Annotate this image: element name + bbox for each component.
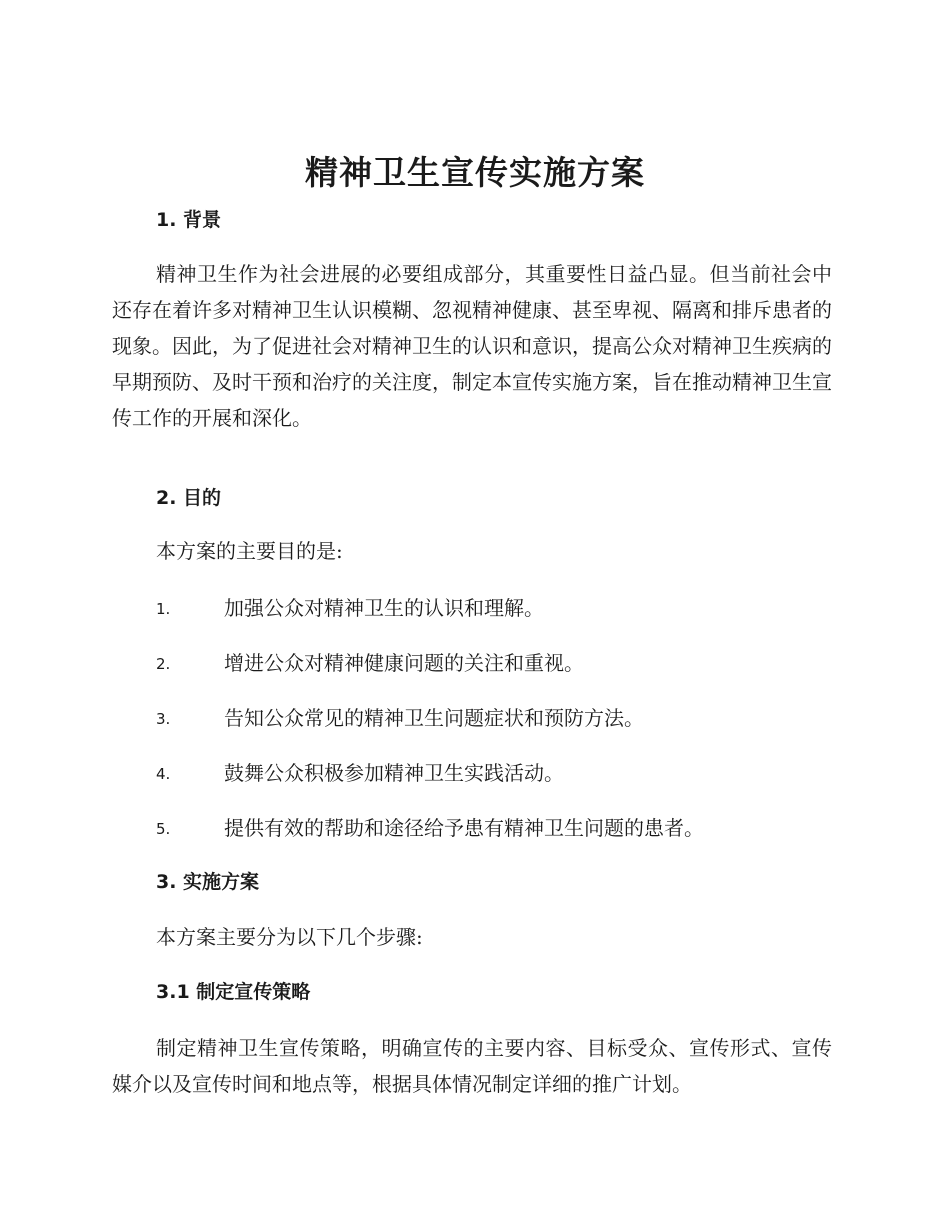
background-paragraph: 精神卫生作为社会进展的必要组成部分，其重要性日益凸显。但当前社会中还存在着许多对精神卫生认识模糊、忽视精神健康、甚至卑视、隔离和排斥患者的现象。因此，为了促进社会对精神卫生的认识和意识，提高公众对精神卫生疾病的早期预防、及时干预和治疗的关注度，制定本宣传实施方案，旨在推动精神卫生宣传工作的开展和深化。 <box>112 262 832 430</box>
implementation-intro: 本方案主要分为以下几个步骤: <box>156 925 423 949</box>
list-number: 2. <box>156 655 171 673</box>
purpose-intro: 本方案的主要目的是: <box>156 539 343 563</box>
list-text: 增进公众对精神健康问题的关注和重视。 <box>224 651 584 675</box>
list-text: 加强公众对精神卫生的认识和理解。 <box>224 596 544 620</box>
list-item <box>156 813 856 843</box>
document-title: 精神卫生宣传实施方案 <box>305 153 645 192</box>
list-item <box>156 703 856 733</box>
list-text: 提供有效的帮助和途径给予患有精神卫生问题的患者。 <box>224 816 704 840</box>
strategy-paragraph: 制定精神卫生宣传策略，明确宣传的主要内容、目标受众、宣传形式、宣传媒介以及宣传时间和地点等，根据具体情况制定详细的推广计划。 <box>112 1036 832 1096</box>
list-item <box>156 758 856 788</box>
list-item <box>156 593 856 623</box>
section-heading-purpose: 2. 目的 <box>156 487 222 509</box>
list-number: 4. <box>156 765 171 783</box>
list-item <box>156 648 856 678</box>
list-number: 1. <box>156 600 171 618</box>
subsection-heading-strategy: 3.1 制定宣传策略 <box>156 981 311 1003</box>
list-number: 5. <box>156 820 171 838</box>
list-number: 3. <box>156 710 171 728</box>
section-heading-implementation: 3. 实施方案 <box>156 871 260 893</box>
list-text: 告知公众常见的精神卫生问题症状和预防方法。 <box>224 706 644 730</box>
section-heading-background: 1. 背景 <box>156 209 222 231</box>
list-text: 鼓舞公众积极参加精神卫生实践活动。 <box>224 761 564 785</box>
